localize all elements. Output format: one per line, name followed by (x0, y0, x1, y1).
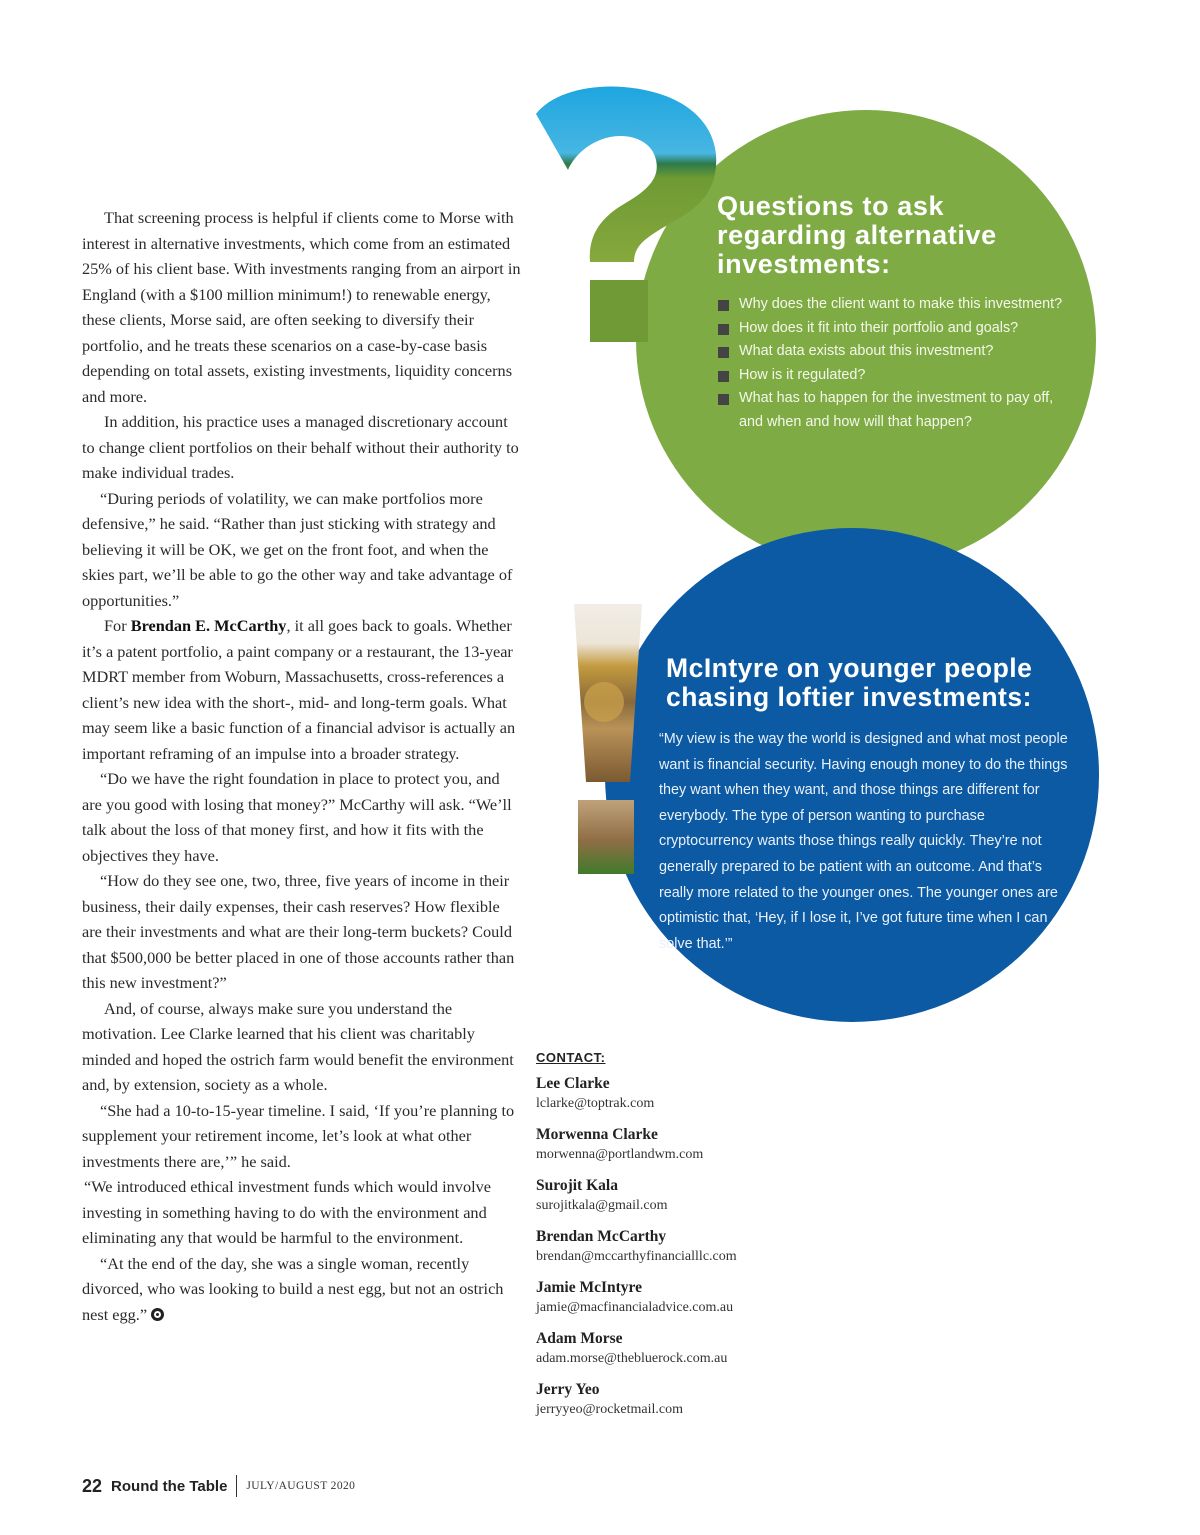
questions-list (718, 293, 1068, 434)
end-of-article-icon (151, 1308, 164, 1321)
footer-divider (236, 1475, 237, 1497)
question-item: Why does the client want to make this investment? (718, 293, 1068, 317)
mcintyre-quote: “My view is the way the world is designed and what most people want is financial security. Having enough money to do the things they want when they want, and those things are different for everybody. The type of person wanting to purchase cryptocurrency wants those things really quickly. They’re not generally prepared to be patient with an outcome. And that’s really more related to the younger ones. The younger ones are optimistic that, ‘Hey, if I lose it, I’ve got future time when I can solve that.’” (659, 731, 1068, 952)
article-paragraph: In addition, his practice uses a managed discretionary account to change client portfolios on their behalf without their authority to make individual trades. (82, 412, 519, 482)
contact-name: Brendan McCarthy (536, 1228, 667, 1245)
contact-email[interactable]: surojitkala@gmail.com (536, 1198, 668, 1213)
questions-box-title: Questions to ask regarding alternative investments: (717, 191, 997, 279)
question-mark-icon (528, 86, 728, 346)
article-paragraph: “She had a 10-to-15-year timeline. I said, ‘If you’re planning to supplement your retirement income, let’s look at what other investments there are,’” he said. (82, 1100, 515, 1171)
article-paragraph (82, 1251, 522, 1328)
article-paragraph: “How do they see one, two, three, five years of income in their business, their daily expenses, their cash reserves? How flexible are their investments and what are their long-term buckets? Could that $500,000 be better placed in one of those accounts rather than this new investment?” (82, 871, 515, 992)
contact-entry (536, 1073, 836, 1113)
publication-name: Round the Table (111, 1477, 228, 1495)
contact-entry (536, 1379, 836, 1419)
contact-name: Jerry Yeo (536, 1381, 600, 1398)
contact-entry (536, 1175, 836, 1215)
contact-email[interactable]: jerryyeo@rocketmail.com (536, 1402, 683, 1417)
mcintyre-box-title: McIntyre on younger people chasing loftier investments: (666, 653, 1033, 712)
article-paragraph (82, 613, 522, 766)
contact-name: Surojit Kala (536, 1177, 618, 1194)
contact-name: Morwenna Clarke (536, 1126, 658, 1143)
contact-entry (536, 1124, 836, 1164)
contact-entry (536, 1226, 836, 1266)
exclamation-mark-icon (574, 604, 644, 874)
contact-email[interactable]: morwenna@portlandwm.com (536, 1147, 704, 1162)
article-paragraph: “We introduced ethical investment funds which would involve investing in something having to do with the environment and eliminating any that would be harmful to the environment. (82, 1177, 491, 1247)
contact-name: Adam Morse (536, 1330, 623, 1347)
article-body (82, 205, 522, 1327)
contact-name: Lee Clarke (536, 1075, 610, 1092)
contact-heading: CONTACT: (536, 1050, 606, 1065)
article-text: , it all goes back to goals. Whether it’s a patent portfolio, a paint company or a restaurant, the 13-year MDRT member from Woburn, Massachusetts, cross-references a client’s new idea with the short-, mid- and long-term goals. What may seem like a basic function of a financial advisor is actually an important reframing of an impulse into a broader strategy. (82, 616, 516, 763)
article-paragraph: “During periods of volatility, we can make portfolios more defensive,” he said. “Rather than just sticking with strategy and believing it will be OK, we get on the front foot, and when the skies part, we’ll be able to go the other way and take advantage of opportunities.” (82, 488, 513, 610)
contact-entry (536, 1328, 836, 1368)
page-number: 22 (82, 1475, 103, 1496)
issue-date: JULY/AUGUST 2020 (246, 1480, 356, 1492)
advisor-name-bold: Brendan E. McCarthy (130, 616, 287, 635)
contact-email[interactable]: brendan@mccarthyfinancialllc.com (536, 1249, 737, 1264)
question-item: How is it regulated? (718, 364, 1068, 388)
contact-email[interactable]: jamie@macfinancialadvice.com.au (536, 1300, 734, 1315)
question-item: What has to happen for the investment to pay off, and when and how will that happen? (718, 387, 1068, 434)
article-paragraph: That screening process is helpful if clients come to Morse with interest in alternative investments, which come from an estimated 25% of his client base. With investments ranging from an airport in England (with a $100 million minimum!) to renewable energy, these clients, Morse said, are often seeking to diversify their portfolio, and he treats these scenarios on a case-by-case basis depending on total assets, existing investments, liquidity concerns and more. (82, 208, 521, 406)
contact-name: Jamie McIntyre (536, 1279, 643, 1296)
contact-email[interactable]: lclarke@toptrak.com (536, 1096, 655, 1111)
page-footer (82, 1474, 355, 1498)
question-item: How does it fit into their portfolio and goals? (718, 317, 1068, 341)
article-paragraph: And, of course, always make sure you understand the motivation. Lee Clarke learned that his client was charitably minded and hoped the ostrich farm would benefit the environment and, by extension, society as a whole. (82, 998, 514, 1094)
question-item: What data exists about this investment? (718, 340, 1068, 364)
article-text: “At the end of the day, she was a single woman, recently divorced, who was looking to build a nest egg, but not an ostrich nest egg.” (82, 1253, 504, 1324)
contact-list (536, 1050, 836, 1430)
article-paragraph: “Do we have the right foundation in place to protect you, and are you good with losing that money?” McCarthy will ask. “We’ll talk about the loss of that money first, and how it fits with the objectives they have. (82, 769, 512, 865)
contact-entry (536, 1277, 836, 1317)
article-text: For (104, 616, 131, 635)
contact-email[interactable]: adam.morse@thebluerock.com.au (536, 1351, 728, 1366)
